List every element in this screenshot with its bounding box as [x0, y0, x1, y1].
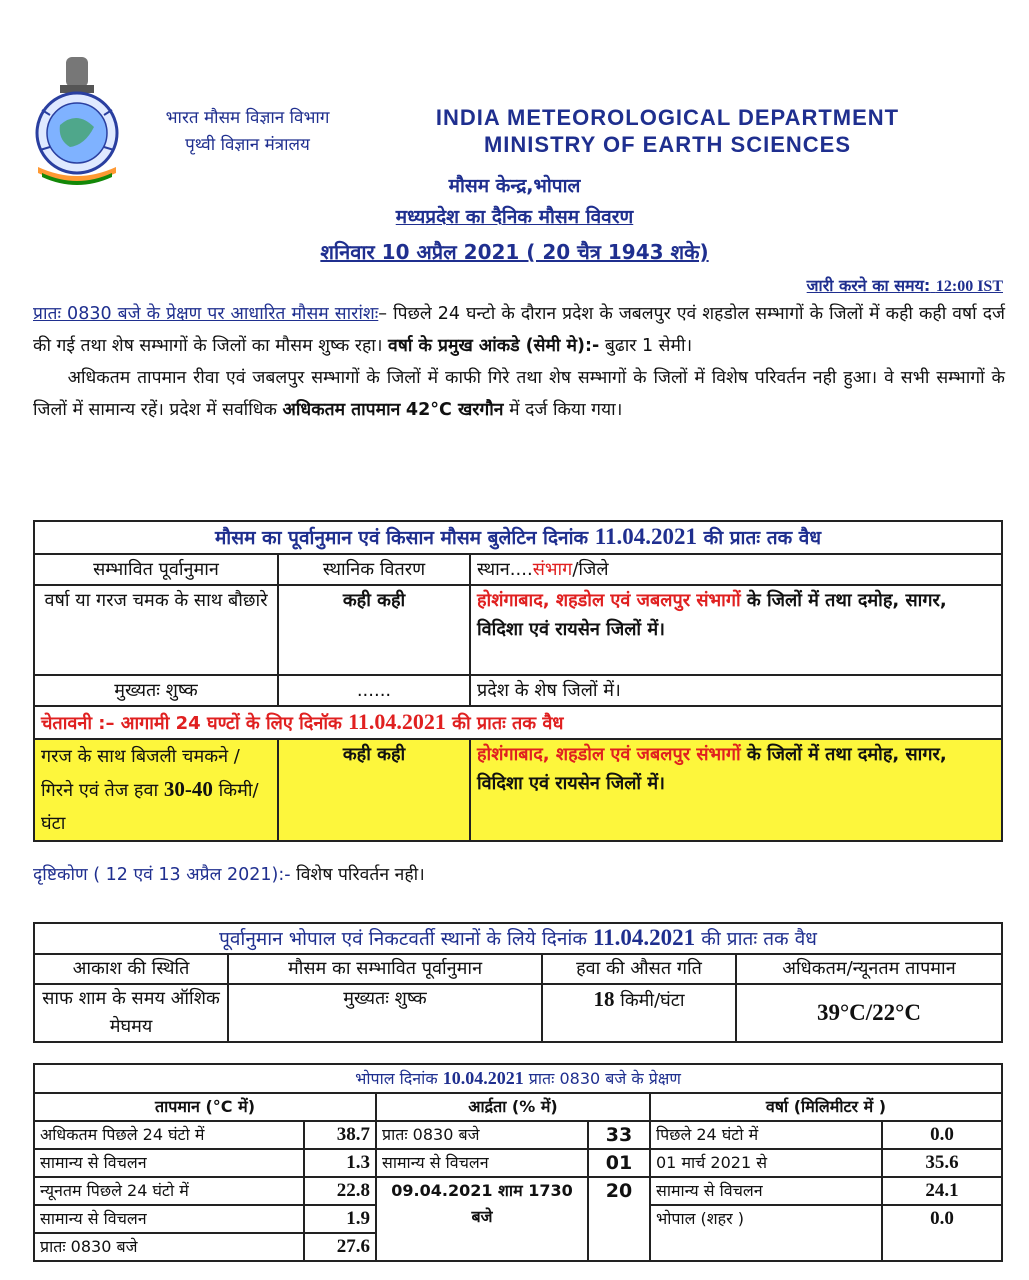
rain-value: 0.0: [882, 1121, 1002, 1149]
row2-place: प्रदेश के शेष जिलों में।: [470, 675, 1002, 706]
sky-header: आकाश की स्थिति: [34, 954, 228, 984]
report-date: शनिवार 10 अप्रैल 2021 ( 20 चैत्र 1943 शके): [320, 240, 709, 264]
rain-header: वर्षा (मिलिमीटर में ): [650, 1093, 1002, 1121]
row2-forecast: मुख्यतः शुष्क: [34, 675, 278, 706]
english-org: INDIA METEOROLOGICAL DEPARTMENT: [435, 105, 900, 130]
temp-header: अधिकतम/न्यूनतम तापमान: [736, 954, 1002, 984]
summary-text-3: में दर्ज किया गया।: [509, 400, 623, 420]
english-ministry: MINISTRY OF EARTH SCIENCES: [483, 132, 852, 157]
issue-time-label: जारी करने का समय:: [806, 276, 931, 295]
humidity-label: सामान्य से विचलन: [376, 1149, 588, 1177]
hindi-ministry: पृथ्वी विज्ञान मंत्रालय: [185, 135, 310, 155]
forecast-table-title: मौसम का पूर्वानुमान एवं किसान मौसम बुलेटिन दिनांक 11.04.2021 की प्रातः तक वैध: [34, 521, 1002, 554]
rain-value: 0.0: [882, 1205, 1002, 1261]
humidity-value: 33: [588, 1121, 650, 1149]
temp-value: 39°C/22°C: [736, 984, 1002, 1042]
forecast-header: मौसम का सम्भावित पूर्वानुमान: [228, 954, 542, 984]
temp-label: सामान्य से विचलन: [34, 1149, 304, 1177]
temp-label: प्रातः 0830 बजे: [34, 1233, 304, 1261]
report-title: मध्यप्रदेश का दैनिक मौसम विवरण: [395, 206, 634, 228]
weather-summary: [33, 298, 1005, 426]
col-distribution-header: स्थानिक वितरण: [278, 554, 470, 585]
forecast-value: मुख्यतः शुष्क: [228, 984, 542, 1042]
row1-forecast: वर्षा या गरज चमक के साथ बौछारे: [34, 585, 278, 675]
temp-value: 22.8: [304, 1177, 376, 1205]
row1-distribution: कही कही: [278, 585, 470, 675]
wind-value: 18 किमी/घंटा: [542, 984, 736, 1042]
rain-label: 01 मार्च 2021 से: [650, 1149, 882, 1177]
col-place-header: स्थान....संभाग/जिले: [470, 554, 1002, 585]
outlook-label: दृष्टिकोण ( 12 एवं 13 अप्रैल 2021):-: [33, 865, 291, 885]
issue-time-value: 12:00 IST: [935, 278, 1003, 295]
summary-heading: प्रातः 0830 बजे के प्रेक्षण पर आधारित मौसम सारांशः: [33, 304, 379, 324]
hindi-org: भारत मौसम विज्ञान विभाग: [165, 108, 330, 128]
temp-value: 27.6: [304, 1233, 376, 1261]
summary-dash: –: [378, 304, 394, 324]
warning-title: चेतावनी :– आगामी 24 घण्टों के लिए दिनॉक 11.04.2021 की प्रातः तक वैध: [34, 706, 1002, 739]
rain-value: 35.6: [882, 1149, 1002, 1177]
row1-place: होशंगाबाद, शहडोल एवं जबलपुर संभागों के जिलों में तथा दमोह, सागर, विदिशा एवं रायसेन जिलों में।: [470, 585, 1002, 675]
imd-emblem-logo: [30, 55, 125, 190]
forecast-table: [33, 520, 1003, 842]
rain-value: 24.1: [882, 1177, 1002, 1205]
temp-label: न्यूनतम पिछले 24 घंटो में: [34, 1177, 304, 1205]
english-department-name: [395, 104, 940, 158]
humidity-label: 09.04.2021 शाम 1730 बजे: [376, 1177, 588, 1261]
sky-value: साफ शाम के समय ऑशिक मेघमय: [34, 984, 228, 1042]
humidity-value: 20: [588, 1177, 650, 1261]
warning-distribution: कही कही: [278, 739, 470, 841]
temp-label: अधिकतम पिछले 24 घंटो में: [34, 1121, 304, 1149]
max-temp-value: 42°C खरगौन: [405, 400, 504, 420]
row2-distribution: ......: [278, 675, 470, 706]
warning-place: होशंगाबाद, शहडोल एवं जबलपुर संभागों के जिलों में तथा दमोह, सागर, विदिशा एवं रायसेन जिलों में।: [470, 739, 1002, 841]
outlook: [33, 862, 425, 886]
rain-label: भोपाल (शहर ): [650, 1205, 882, 1261]
centre-name: मौसम केन्द्र,भोपाल: [448, 175, 581, 197]
col-forecast-header: सम्भावित पूर्वानुमान: [34, 554, 278, 585]
issue-time: [807, 274, 1003, 296]
observations-table: [33, 1063, 1003, 1262]
summary-text-2: अधिकतम तापमान रीवा एवं जबलपुर सम्भागों के जिलों में काफी गिरे तथा शेष सम्भागों के जिलों में विशेष परिवर्तन नही हुआ। वे सभी सम्भागों के जिलों में सामान्य रहें। प्रदेश में सर्वाधिक: [33, 368, 1005, 420]
temp-value: 1.3: [304, 1149, 376, 1177]
hindi-department-name: [140, 105, 355, 159]
rain-label: वर्षा के प्रमुख आंकडे (सेमी मे):-: [388, 336, 600, 356]
humidity-header: आर्द्रता (% में): [376, 1093, 650, 1121]
rain-label: पिछले 24 घंटो में: [650, 1121, 882, 1149]
humidity-label: प्रातः 0830 बजे: [376, 1121, 588, 1149]
temperature-header: तापमान (°C में): [34, 1093, 376, 1121]
bhopal-forecast-title: पूर्वानुमान भोपाल एवं निकटवर्ती स्थानों के लिये दिनांक 11.04.2021 की प्रातः तक वैध: [34, 923, 1002, 954]
rain-value: बुढार 1 सेमी।: [599, 336, 693, 356]
rain-label: सामान्य से विचलन: [650, 1177, 882, 1205]
bhopal-forecast-table: [33, 922, 1003, 1043]
temp-value: 38.7: [304, 1121, 376, 1149]
warning-forecast: गरज के साथ बिजली चमकने / गिरने एवं तेज हवा 30-40 किमी/घंटा: [34, 739, 278, 841]
wind-header: हवा की औसत गति: [542, 954, 736, 984]
humidity-value: 01: [588, 1149, 650, 1177]
max-temp-label: अधिकतम तापमान: [282, 400, 401, 420]
observations-title: भोपाल दिनांक 10.04.2021 प्रातः 0830 बजे के प्रेक्षण: [34, 1064, 1002, 1093]
temp-label: सामान्य से विचलन: [34, 1205, 304, 1233]
summary-text-1: पिछले 24 घन्टो के दौरान प्रदेश के जबलपुर एवं शहडोल सम्भागों के जिलों में कही कही वर्षा दर्ज की गई तथा शेष सम्भागों के जिलों का मौसम शुष्क रहा।: [33, 304, 1005, 356]
temp-value: 1.9: [304, 1205, 376, 1233]
outlook-text: विशेष परिवर्तन नही।: [290, 865, 425, 885]
